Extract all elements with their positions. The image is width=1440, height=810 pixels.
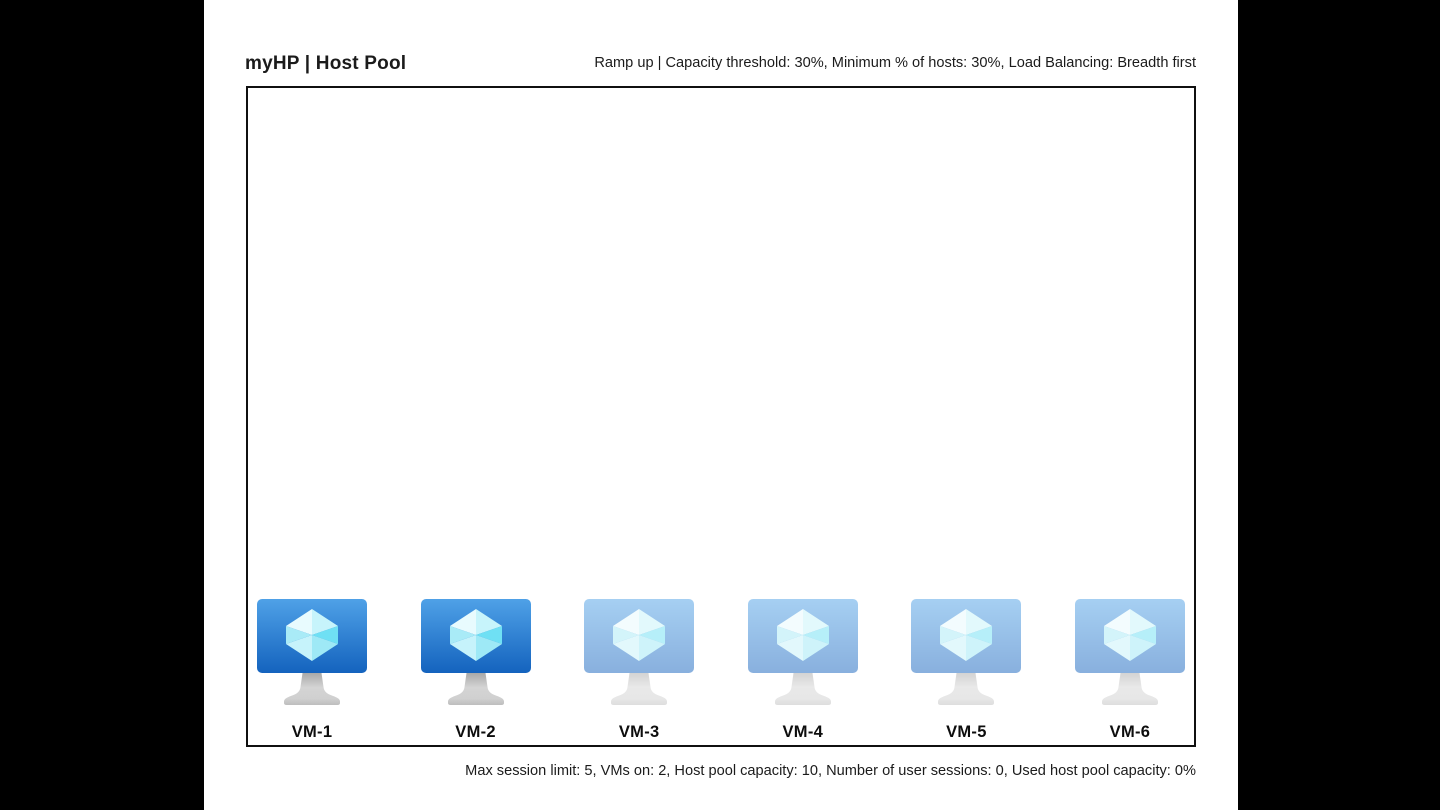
vm-label: VM-2 <box>455 723 496 741</box>
vm-host-6 <box>1075 599 1185 743</box>
scaling-policy-text: Ramp up | Capacity threshold: 30%, Minimum % of hosts: 30%, Load Balancing: Breadth first <box>594 55 1196 71</box>
vm-host-3 <box>584 599 694 743</box>
vm-monitor-icon <box>257 599 367 705</box>
vm-label: VM-4 <box>782 723 824 741</box>
vm-host-2 <box>421 599 531 743</box>
vm-host-4 <box>748 599 858 743</box>
vm-monitor-icon <box>421 599 531 705</box>
vm-label: VM-5 <box>946 723 987 741</box>
vm-host-1 <box>257 599 367 743</box>
vm-monitor-icon <box>911 599 1021 705</box>
vm-monitor-icon <box>584 599 694 705</box>
host-pool-box <box>246 86 1196 747</box>
pool-stats-text: Max session limit: 5, VMs on: 2, Host pool capacity: 10, Number of user sessions: 0, Used host pool capacity: 0% <box>465 763 1196 779</box>
vm-label: VM-1 <box>291 723 333 741</box>
vm-label: VM-6 <box>1109 723 1151 741</box>
page-title: myHP | Host Pool <box>245 53 407 74</box>
vm-label: VM-3 <box>618 723 660 741</box>
vm-monitor-icon <box>748 599 858 705</box>
vm-host-5 <box>911 599 1021 743</box>
vm-row <box>248 599 1194 743</box>
canvas <box>204 0 1238 810</box>
vm-monitor-icon <box>1075 599 1185 705</box>
